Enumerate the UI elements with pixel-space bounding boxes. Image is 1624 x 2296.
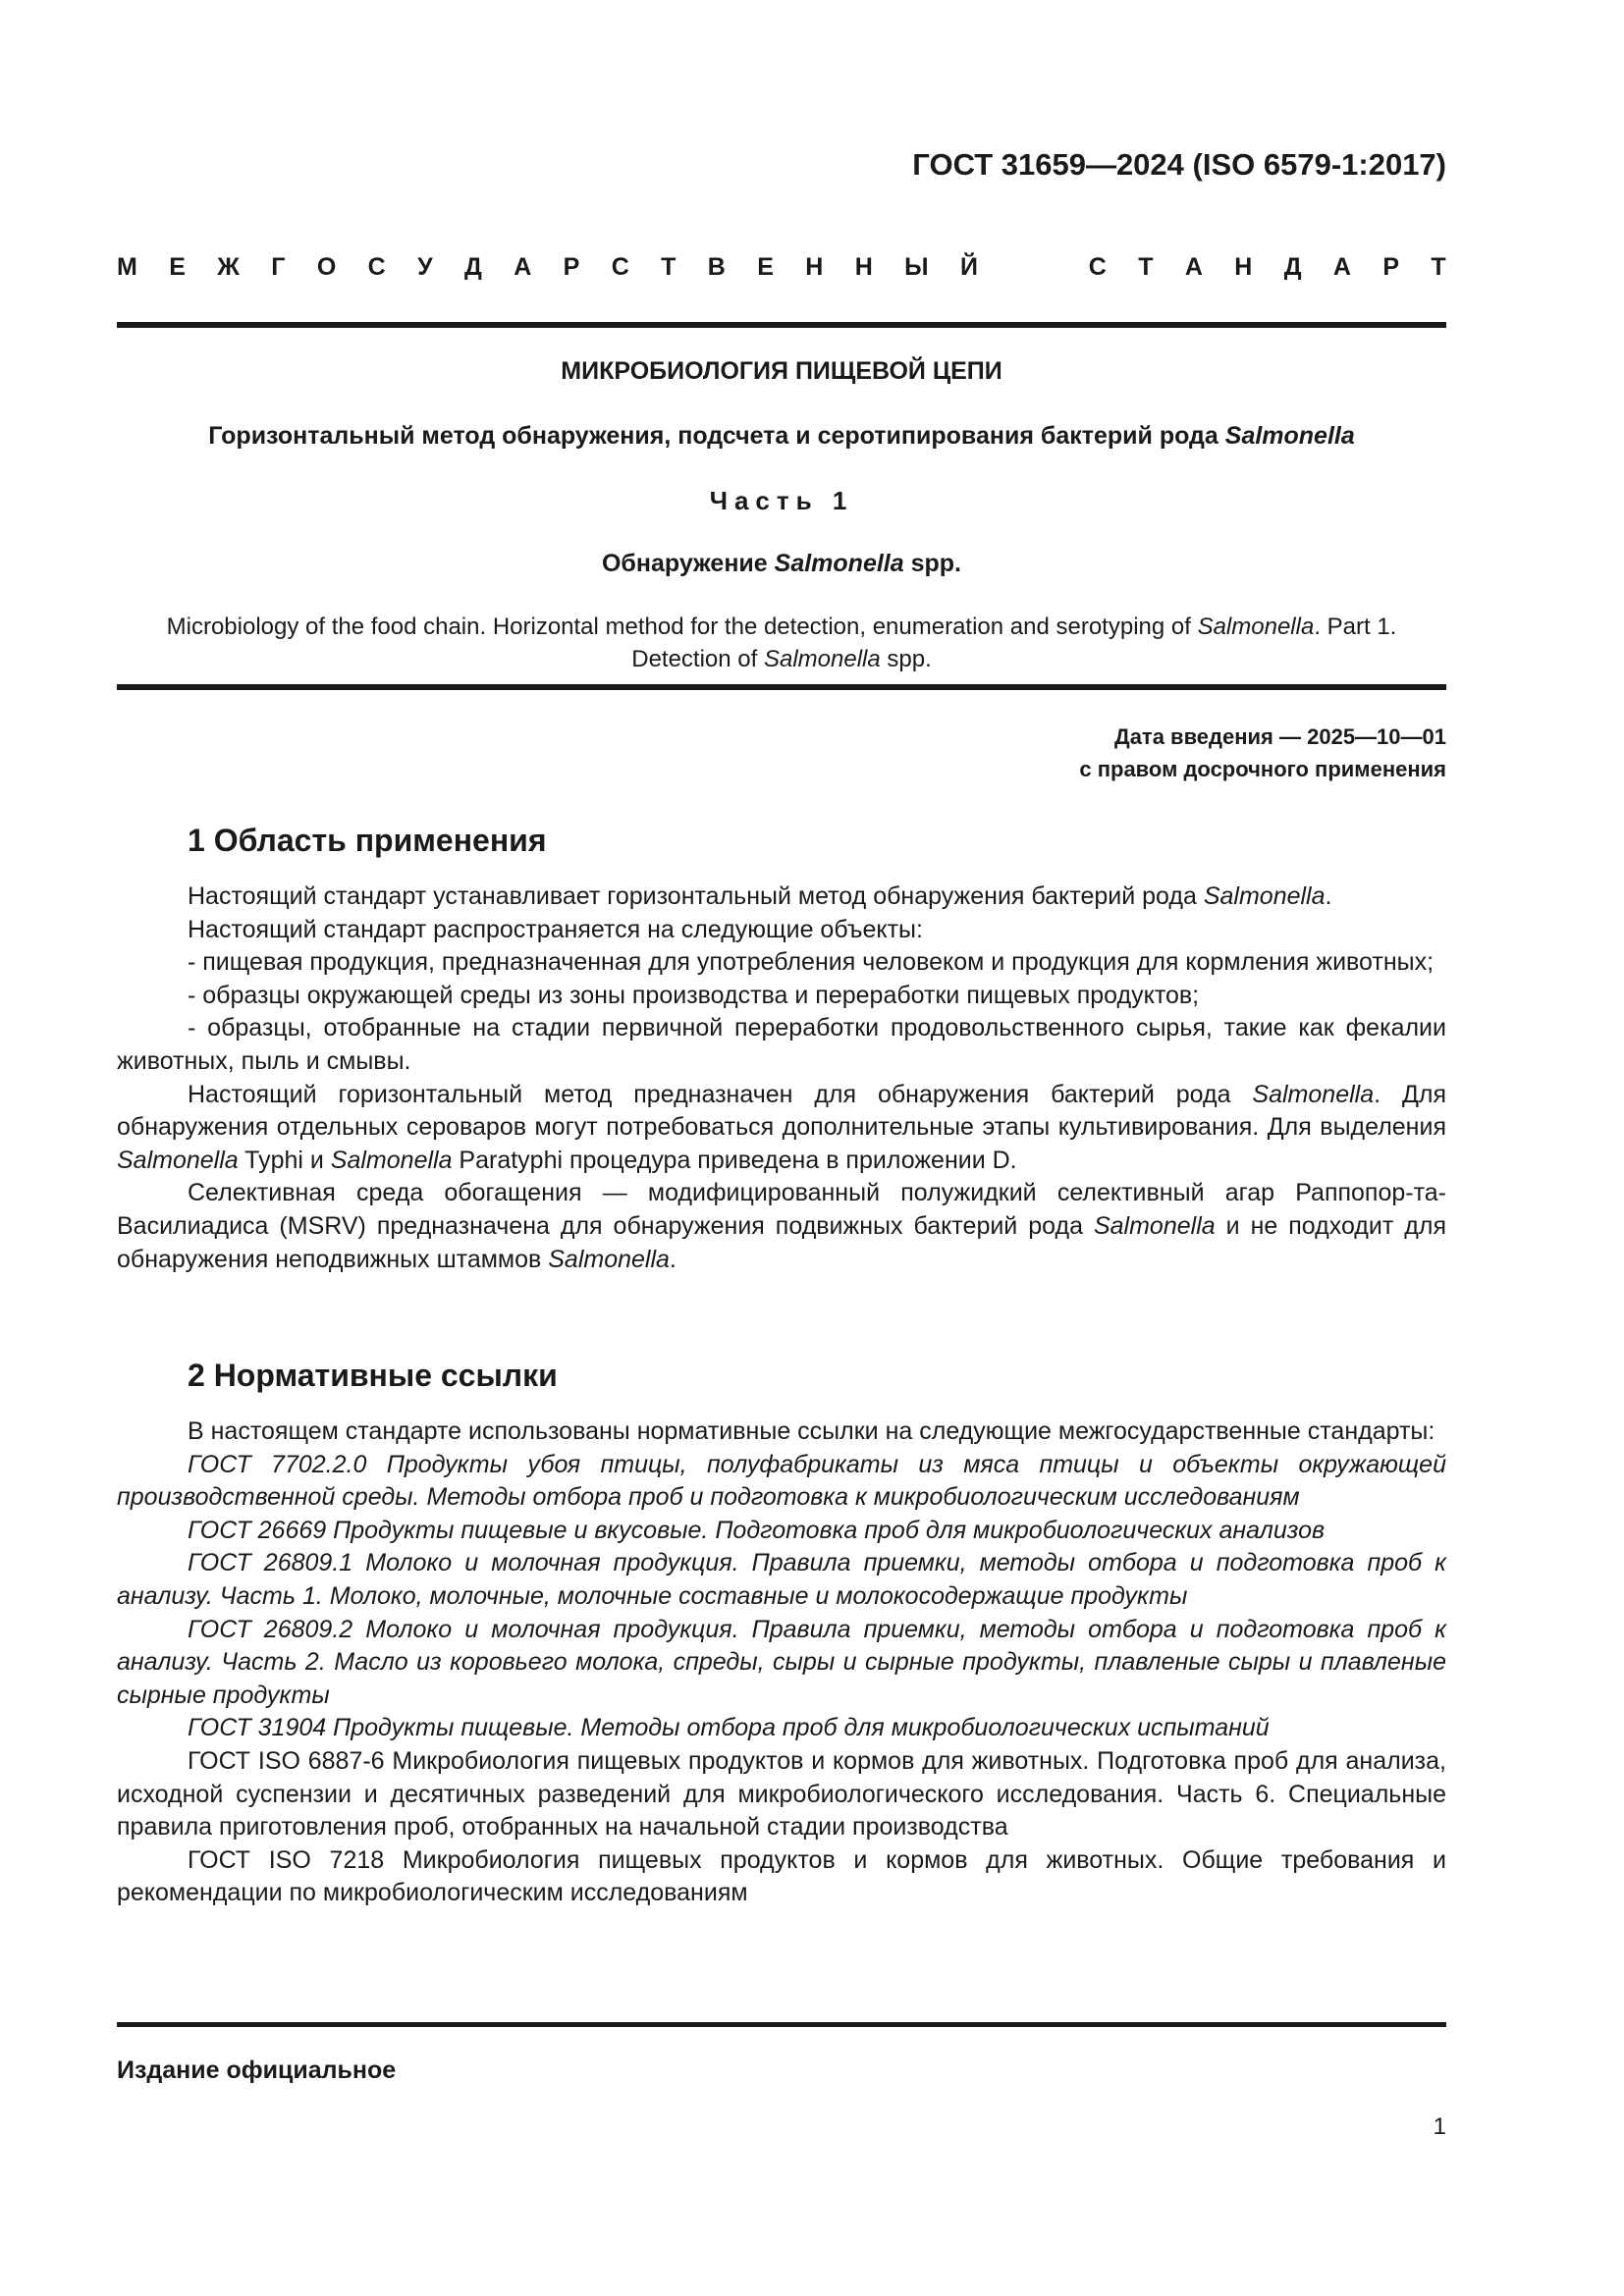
standard-code: ГОСТ 31659—2024 (ISO 6579-1:2017) [912, 147, 1446, 182]
paragraph: - пищевая продукция, предназначенная для употребления человеком и продукция для кормления животных; [188, 948, 1435, 977]
heading-letter: Т [661, 253, 677, 281]
document-subtitle: Горизонтальный метод обнаружения, подсчета и серотипирования бактерий рода Salmonella [208, 422, 1355, 450]
heading-letter: Д [1283, 253, 1302, 281]
paragraph: Настоящий стандарт устанавливает горизонтальный метод обнаружения бактерий рода Salmonella. [188, 882, 1332, 910]
heading-letter: Т [1431, 253, 1446, 281]
reference-item: ГОСТ 26669 Продукты пищевые и вкусовые. Подготовка проб для микробиологических анализов [188, 1516, 1326, 1544]
heading-letter: Н [805, 253, 824, 281]
footer-divider [117, 2022, 1446, 2027]
heading-letter: Д [464, 253, 482, 281]
heading-letter: Р [563, 253, 580, 281]
paragraph: - образцы, отобранные на стадии первичной переработки продовольственного сырья, такие как фекалии животных, пыль и смывы. [117, 1014, 1446, 1075]
heading-letter: Й [960, 253, 978, 281]
paragraph: - образцы окружающей среды из зоны производства и переработки пищевых продуктов; [188, 981, 1200, 1009]
reference-item: ГОСТ 26809.1 Молоко и молочная продукция. Правила приемки, методы отбора и подготовка проб к анализу. Часть 1. Молоко, молочные, молочные составные и молокосодержащие продукты [117, 1549, 1446, 1610]
heading-letter: Ы [904, 253, 929, 281]
heading-letter: С [1088, 253, 1107, 281]
heading-letter: Ж [217, 253, 240, 281]
heading-letter: С [367, 253, 386, 281]
reference-item: ГОСТ ISO 7218 Микробиология пищевых продуктов и кормов для животных. Общие требования и рекомендации по микробиологическим исследованиям [117, 1845, 1446, 1907]
heading-letter: С [611, 253, 629, 281]
heading-letter: О [316, 253, 337, 281]
english-title: Microbiology of the food chain. Horizontal method for the detection, enumeration and serotyping of Salmonella. Part 1. Detection of Salmonella spp. [166, 614, 1397, 672]
section-2-title: 2 Нормативные ссылки [188, 1358, 558, 1393]
top-divider [117, 322, 1446, 328]
heading-letter: У [417, 253, 433, 281]
heading-letter: Г [271, 253, 286, 281]
heading-letter: В [707, 253, 726, 281]
heading-letter: Е [169, 253, 186, 281]
paragraph: Настоящий стандарт распространяется на следующие объекты: [188, 915, 923, 943]
section-1-body [117, 881, 1446, 1276]
heading-letter: Е [757, 253, 774, 281]
reference-item: ГОСТ 7702.2.0 Продукты убоя птицы, полуфабрикаты из мяса птицы и объекты окружающей производственной среды. Методы отбора проб и подготовка к микробиологическим исследованиям [117, 1450, 1446, 1512]
heading-letter: А [514, 253, 532, 281]
section-2-body [117, 1415, 1446, 1910]
heading-letter: А [1184, 253, 1203, 281]
introduction-date: Дата введения — 2025—10—01 с правом досрочного применения [1079, 724, 1446, 781]
paragraph: В настоящем стандарте использованы нормативные ссылки на следующие межгосударственные стандарты: [188, 1417, 1435, 1445]
part-title: Обнаружение Salmonella spp. [601, 550, 961, 577]
document-title: МИКРОБИОЛОГИЯ ПИЩЕВОЙ ЦЕПИ [561, 357, 1002, 385]
paragraph: Селективная среда обогащения — модифицированный полужидкий селективный агар Раппопор-та-Василиадиса (MSRV) предназначена для обнаружения подвижных бактерий рода Salmonella и не подходит для обнаружения неподвижных штаммов Salmonella. [117, 1179, 1446, 1273]
heading-letter: М [117, 253, 137, 281]
edition-label: Издание официальное [117, 2056, 397, 2084]
heading-letter: Т [1138, 253, 1154, 281]
standard-type-heading [117, 253, 1446, 282]
document-page [117, 0, 1446, 2296]
title-divider [117, 684, 1446, 690]
reference-item: ГОСТ ISO 6887-6 Микробиология пищевых продуктов и кормов для животных. Подготовка проб для анализа, исходной суспензии и десятичных разведений для микробиологического исследования. Часть 6. Специальные правила приготовления проб, отобранных на начальной стадии производства [117, 1746, 1446, 1842]
heading-letter: Н [1234, 253, 1253, 281]
page-number: 1 [1433, 2113, 1446, 2140]
heading-letter: Р [1382, 253, 1400, 281]
heading-letter: Н [854, 253, 873, 281]
part-number: Часть 1 [709, 486, 854, 515]
heading-letter: А [1332, 253, 1351, 281]
reference-item: ГОСТ 26809.2 Молоко и молочная продукция. Правила приемки, методы отбора и подготовка проб к анализу. Часть 2. Масло из коровьего молока, спреды, сыры и сырные продукты, плавленые сыры и плавленые сырные продукты [117, 1615, 1446, 1709]
section-1-title: 1 Область применения [188, 823, 547, 858]
reference-item: ГОСТ 31904 Продукты пищевые. Методы отбора проб для микробиологических испытаний [188, 1714, 1270, 1742]
paragraph: Настоящий горизонтальный метод предназначен для обнаружения бактерий рода Salmonella. Для обнаружения отдельных сероваров могут потребоваться дополнительные этапы культивирования. Для выделения Salmonella Typhi и Salmonella Paratyphi процедура приведена в приложении D. [117, 1080, 1447, 1174]
